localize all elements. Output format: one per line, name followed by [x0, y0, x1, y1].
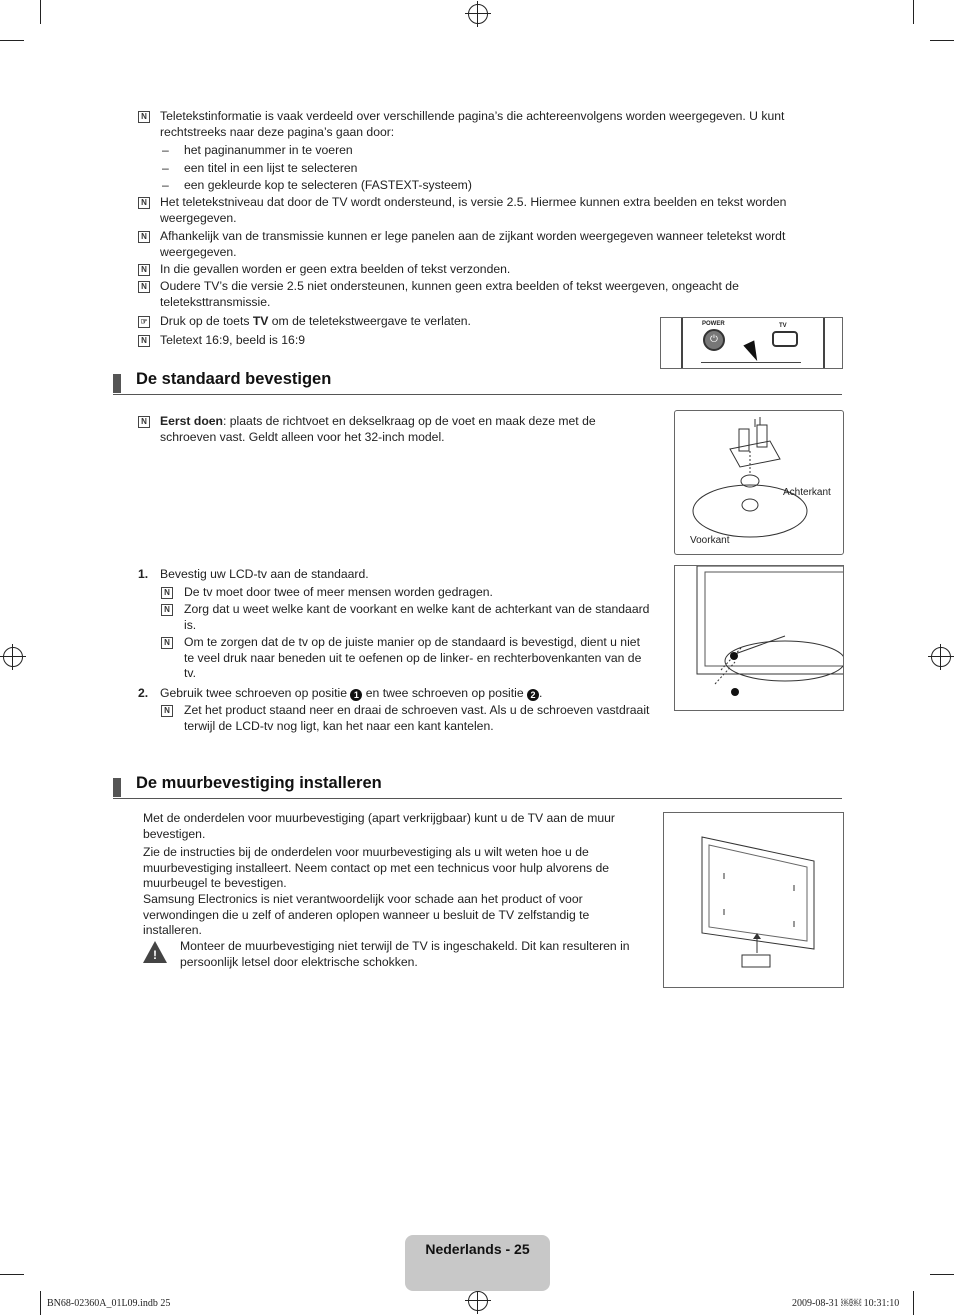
hand-icon: ☞ — [138, 316, 150, 328]
dash-text: het paginanummer in te voeren — [184, 143, 353, 157]
stand-figure — [674, 410, 844, 555]
power-button-icon: ⏻ — [703, 329, 725, 351]
note-text: Teletext 16:9, beeld is 16:9 — [160, 333, 305, 347]
note-text: Teletekstinformatie is vaak verdeeld over verschillende pagina’s die achtereenvolgens worden weergegeven. U kunt rechtstreeks naar deze pagina’s gaan door: — [160, 109, 785, 139]
note-icon: N — [138, 335, 150, 347]
crop-mark — [0, 40, 24, 41]
tv-button-icon — [772, 331, 798, 347]
wall-mount-figure — [663, 812, 844, 988]
note-icon: N — [138, 264, 150, 276]
remote-figure — [660, 317, 843, 369]
section-title: De muurbevestiging installeren — [136, 774, 382, 792]
crop-mark — [930, 40, 954, 41]
note-icon: N — [161, 705, 173, 717]
section-title: De standaard bevestigen — [136, 370, 332, 388]
dash-text: een titel in een lijst te selecteren — [184, 161, 358, 175]
press-post: om de teletekstweergave te verlaten. — [268, 314, 471, 328]
wall-paragraph: Samsung Electronics is niet verantwoordelijk voor schade aan het product of voor verwondingen die u zelf of anderen oplopen wanneer u besluit de TV zelfstandig te installeren. — [143, 892, 590, 938]
note-icon: N — [161, 637, 173, 649]
crop-mark — [40, 0, 41, 24]
slug-right: 2009-08-31 ￼￼ 10:31:10 — [792, 1298, 900, 1309]
dash-item: – — [162, 161, 169, 175]
tv-stand-figure — [674, 565, 844, 711]
step1-note: Zorg dat u weet welke kant de voorkant en welke kant de achterkant van de standaard is. — [184, 602, 650, 632]
note-text: Het teletekstniveau dat door de TV wordt ondersteund, is versie 2.5. Hiermee kunnen extra beelden en tekst worden weergegeven. — [160, 195, 787, 225]
registration-mark — [931, 647, 951, 667]
step2-pre: Gebruik twee schroeven op positie — [160, 686, 351, 700]
page-number: Nederlands - 25 — [425, 1241, 530, 1257]
note-icon: N — [138, 231, 150, 243]
first-note — [160, 414, 620, 445]
dash-item: – — [162, 143, 169, 157]
power-label: POWER — [702, 321, 725, 327]
section-rule — [113, 798, 842, 799]
registration-mark — [468, 4, 488, 24]
note-icon: N — [161, 604, 173, 616]
note-text: In die gevallen worden er geen extra beelden of tekst verzonden. — [160, 262, 511, 276]
crop-mark — [930, 1274, 954, 1275]
wall-paragraph: Zie de instructies bij de onderdelen voor muurbevestiging als u wilt weten hoe u de muurbevestiging installeert. Neem contact op met een technicus voor hulp alvorens de muurbeugel te bevestigen. — [143, 845, 610, 891]
section-marker — [113, 374, 121, 393]
step2-mid: en twee schroeven op positie — [362, 686, 528, 700]
step2-text — [160, 686, 640, 702]
dash-item: – — [162, 178, 169, 192]
back-label: Achterkant — [783, 487, 831, 498]
tv-stand-drawing — [675, 566, 843, 710]
press-key: TV — [252, 314, 269, 328]
section-rule — [113, 394, 842, 395]
warning-mark: ! — [153, 948, 157, 962]
note-icon: N — [161, 587, 173, 599]
position-1-badge: 1 — [350, 689, 362, 701]
dash-text: een gekleurde kop te selecteren (FASTEXT-systeem) — [184, 178, 472, 192]
press-note — [160, 314, 640, 330]
note-icon: N — [138, 416, 150, 428]
step-text: Bevestig uw LCD-tv aan de standaard. — [160, 567, 369, 581]
section-marker — [113, 778, 121, 797]
note-text: Oudere TV’s die versie 2.5 niet ondersteunen, kunnen geen extra beelden of tekst weergeven, ongeacht de teleteksttransmissie. — [160, 279, 739, 309]
note-icon: N — [138, 197, 150, 209]
crop-mark — [40, 1291, 41, 1315]
first-bold: Eerst doen — [160, 414, 223, 428]
step-number: 2. — [138, 686, 149, 700]
registration-mark — [3, 647, 23, 667]
crop-mark — [0, 1274, 24, 1275]
tv-label: TV — [779, 323, 787, 329]
remote-button-row — [701, 362, 801, 369]
wall-paragraph: Met de onderdelen voor muurbevestiging (apart verkrijgbaar) kunt u de TV aan de muur bevestigen. — [143, 811, 615, 841]
crop-mark — [913, 0, 914, 24]
press-pre: Druk op de toets — [160, 314, 253, 328]
step2-post: . — [539, 686, 543, 700]
note-text: Afhankelijk van de transmissie kunnen er lege panelen aan de zijkant worden weergegeven wanneer teletekst wordt weergegeven. — [160, 229, 786, 259]
first-text: : plaats de richtvoet en dekselkraag op de voet en maak deze met de schroeven vast. Geldt alleen voor het 32-inch model. — [160, 414, 596, 444]
step-number: 1. — [138, 567, 149, 581]
step1-note: De tv moet door twee of meer mensen worden gedragen. — [184, 585, 493, 599]
position-2-badge: 2 — [527, 689, 539, 701]
slug-left: BN68-02360A_01L09.indb 25 — [47, 1298, 171, 1309]
warning-text: Monteer de muurbevestiging niet terwijl de TV is ingeschakeld. Dit kan resulteren in persoonlijk letsel door elektrische schokken. — [180, 939, 630, 969]
step2-note: Zet het product staand neer en draai de schroeven vast. Als u de schroeven vastdraait terwijl de LCD-tv nog ligt, kan het naar een kant kantelen. — [184, 703, 650, 733]
wall-mount-drawing — [664, 813, 843, 987]
note-icon: N — [138, 111, 150, 123]
note-icon: N — [138, 281, 150, 293]
step1-note: Om te zorgen dat de tv op de juiste manier op de standaard is bevestigd, dient u niet te veel druk naar beneden uit te oefenen op de linker- en rechterbovenkanten van de tv. — [184, 635, 642, 681]
crop-mark — [913, 1291, 914, 1315]
registration-mark — [468, 1291, 488, 1311]
front-label: Voorkant — [690, 535, 730, 546]
